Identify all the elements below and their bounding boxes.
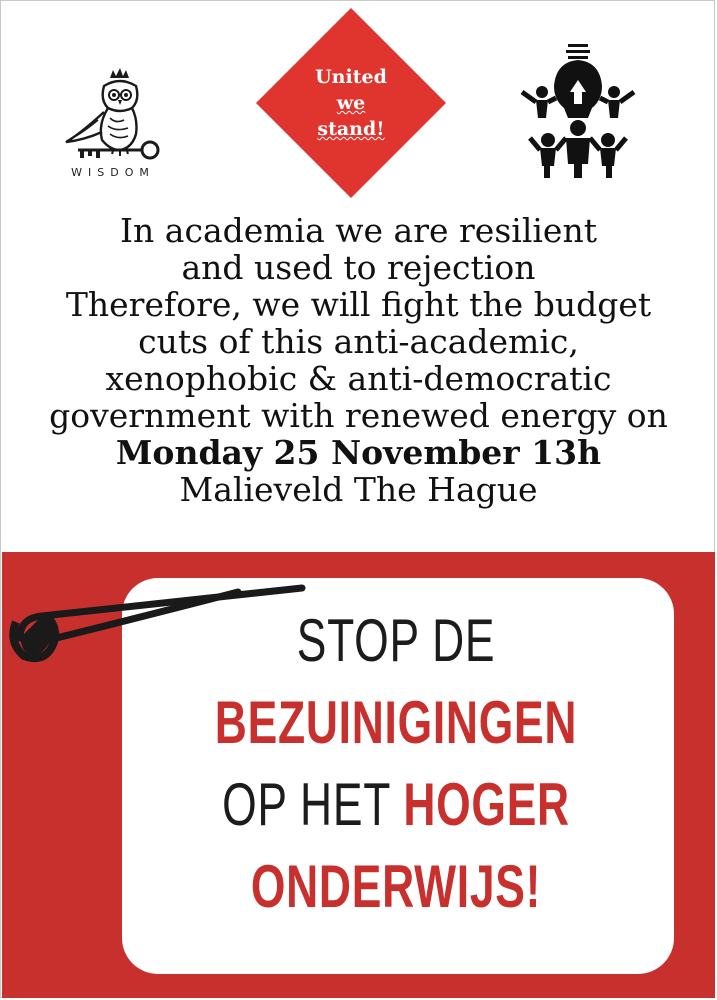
message-line-2: and used to rejection xyxy=(181,248,536,287)
owl-with-key-icon xyxy=(58,64,168,164)
slogan-row-3-black: OP HET xyxy=(222,771,404,838)
slogan-row-4: ONDERWIJS! xyxy=(250,853,542,920)
main-message xyxy=(0,212,717,508)
slogan-row-2: BEZUINIGINGEN xyxy=(214,689,578,756)
wisdom-label: WISDOM xyxy=(71,166,155,179)
diamond-line-1: United xyxy=(315,66,387,88)
message-line-5: xenophobic & anti-democratic xyxy=(105,359,612,398)
slogan-row-1: STOP DE xyxy=(296,607,496,674)
slogan-row-3-red: HOGER xyxy=(403,771,570,838)
event-location: Malieveld The Hague xyxy=(179,470,538,509)
slogan xyxy=(120,600,672,928)
message-line-4: cuts of this anti-academic, xyxy=(138,322,579,361)
people-lightbulb-icon xyxy=(508,42,648,180)
diamond-line-2: we xyxy=(336,92,366,114)
message-line-3: Therefore, we will fight the budget xyxy=(65,285,652,324)
people-lightbulb-logo xyxy=(508,42,648,180)
wisdom-logo xyxy=(58,64,168,192)
slogan-row-3 xyxy=(192,764,600,846)
event-date: Monday 25 November 13h xyxy=(115,433,602,472)
diamond-line-3: stand! xyxy=(317,118,385,140)
united-we-stand-diamond xyxy=(256,8,446,198)
message-line-6: government with renewed energy on xyxy=(49,396,668,435)
message-line-1: In academia we are resilient xyxy=(120,211,597,250)
